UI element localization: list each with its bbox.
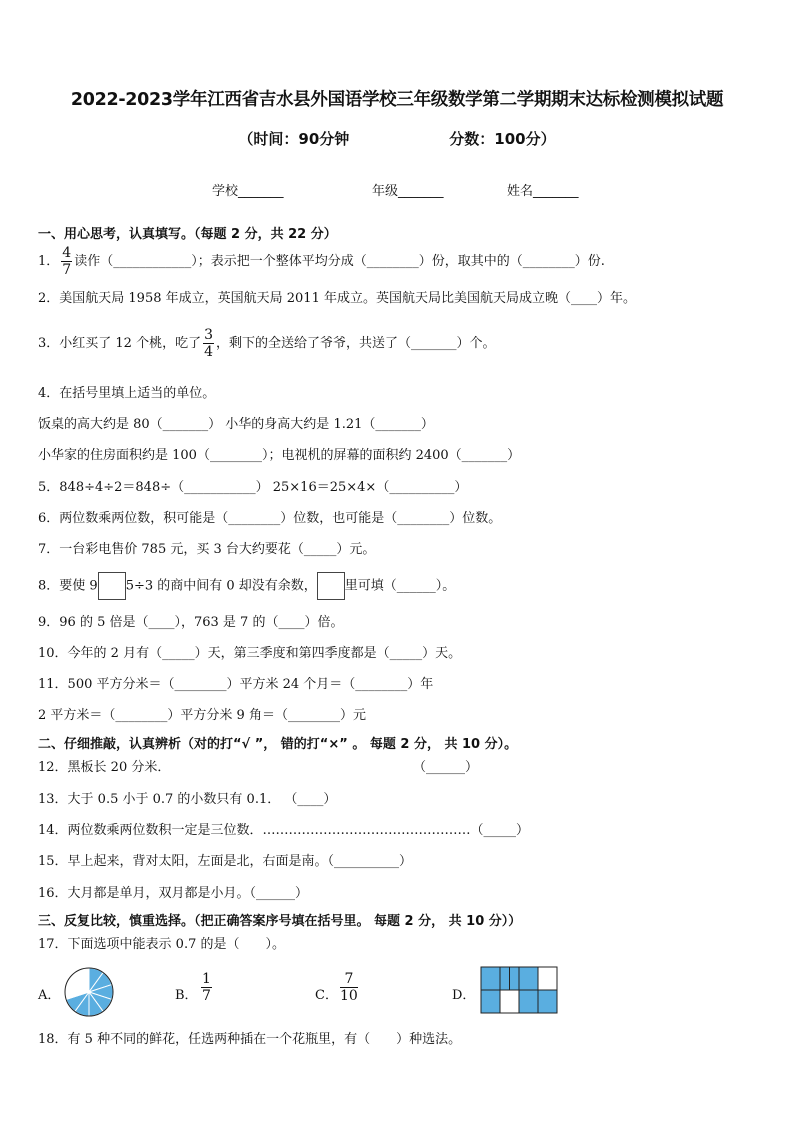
option-a-circle-diagram <box>63 966 115 1018</box>
question-13: 13．大于 0.5 小于 0.7 的小数只有 0.1． （____） <box>38 792 337 807</box>
name-field[interactable]: 姓名_______ <box>507 184 579 199</box>
question-3: 3．小红买了 12 个桃，吃了 $\frac{3}{4}$ ，剩下的全送给了爷爷，共送了（_______）个。 <box>38 327 496 360</box>
exam-time: （时间：90分钟 <box>238 130 350 148</box>
fraction-3-4: $\frac{3}{4}$ <box>204 327 213 360</box>
question-11-line-1: 11．500 平方分米＝（________）平方米 24 个月＝（________）年 <box>38 677 434 692</box>
question-10: 10．今年的 2 月有（_____）天，第三季度和第四季度都是（_____）天。 <box>38 646 462 661</box>
exam-subtitle <box>0 128 794 149</box>
question-14: 14．两位数乘两位数积一定是三位数．…………………………………………（_____） <box>38 823 530 838</box>
question-12-answer: （______） <box>413 760 479 775</box>
exam-title: 2022-2023学年江西省吉水县外国语学校三年级数学第二学期期末达标检测模拟试题 <box>70 90 724 110</box>
question-2: 2．美国航天局 1958 年成立，英国航天局 2011 年成立。英国航天局比美国航天局成立晚（____）年。 <box>38 291 636 306</box>
option-d-label: D． <box>452 988 476 1003</box>
option-d-grid-diagram <box>480 966 558 1014</box>
question-5: 5．848÷4÷2＝848÷（___________） 25×16＝25×4×（__________） <box>38 480 468 495</box>
question-15: 15．早上起来，背对太阳，左面是北，右面是南。（__________） <box>38 854 413 869</box>
section-2-heading: 二、仔细推敲，认真辨析（对的打“√ ”， 错的打“×” 。 每题 2 分， 共 10 分）。 <box>38 737 518 752</box>
section-1-heading: 一、用心思考，认真填写。（每题 2 分，共 22 分） <box>38 227 337 242</box>
question-6: 6．两位数乘两位数，积可能是（________）位数，也可能是（________）位数。 <box>38 511 502 526</box>
option-a-label: A． <box>38 988 61 1003</box>
question-1: 1． $\frac{4}{7}$ 读作（____________）；表示把一个整体平均分成（________）份，取其中的（________）份. <box>38 245 605 278</box>
question-4-line-1: 饭桌的高大约是 80（_______） 小华的身高大约是 1.21（_______） <box>38 417 434 432</box>
option-b-fraction: $\frac{1}{7}$ <box>202 971 211 1004</box>
question-16: 16．大月都是单月，双月都是小月。（______） <box>38 886 309 901</box>
option-c-label: C． <box>315 988 338 1003</box>
question-17-stem: 17．下面选项中能表示 0.7 的是（ ）。 <box>38 937 285 952</box>
question-9: 9．96 的 5 倍是（____），763 是 7 的（____）倍。 <box>38 615 344 630</box>
question-4-stem: 4．在括号里填上适当的单位。 <box>38 386 216 401</box>
blank-box <box>98 572 126 600</box>
option-b-label: B． <box>175 988 198 1003</box>
section-3-heading: 三、反复比较，慎重选择。（把正确答案序号填在括号里。 每题 2 分， 共 10 分）） <box>38 914 522 929</box>
question-12: 12．黑板长 20 分米． <box>38 760 171 775</box>
option-c-fraction: $\frac{7}{10}$ <box>340 971 358 1004</box>
question-4-line-2: 小华家的住房面积约是 100（________）；电视机的屏幕的面积约 2400（_______） <box>38 448 521 463</box>
school-field[interactable]: 学校_______ <box>212 184 284 199</box>
question-7: 7．一台彩电售价 785 元，买 3 台大约要花（_____）元。 <box>38 542 376 557</box>
question-11-line-2: 2 平方米＝（________）平方分米 9 角＝（________）元 <box>38 708 366 723</box>
question-18: 18．有 5 种不同的鲜花，任选两种插在一个花瓶里，有（ ）种选法。 <box>38 1032 462 1047</box>
exam-score: 分数：100分） <box>449 130 556 148</box>
grade-field[interactable]: 年级_______ <box>372 184 444 199</box>
fraction-4-7: $\frac{4}{7}$ <box>62 245 72 278</box>
question-8: 8．要使 9 5÷3 的商中间有 0 却没有余数， 里可填（______）。 <box>38 572 455 600</box>
blank-box <box>317 572 345 600</box>
